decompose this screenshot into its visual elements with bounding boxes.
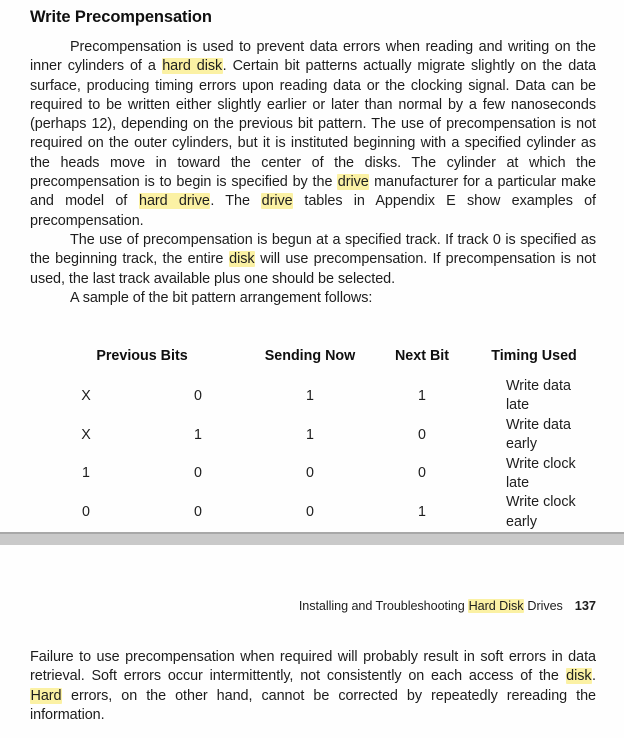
search-highlight: disk — [229, 251, 255, 268]
cell-sending-now: 1 — [306, 387, 314, 404]
page-break-separator — [0, 532, 624, 545]
cell-timing-used: Write clock early — [506, 494, 576, 530]
column-header-timing-used: Timing Used — [491, 348, 577, 364]
cell-next-bit: 0 — [418, 465, 426, 482]
cell-previous-bit-b: 1 — [194, 426, 202, 443]
search-highlight: Hard Disk — [468, 599, 524, 613]
paragraph: Failure to use precompensation when required will probably result in soft errors in data retrieval. Soft errors occur intermittently, not consistently on each access of the disk. Hard errors, on the other hand, cannot be corrected by repeatedly rereading the information. — [30, 649, 596, 723]
cell-previous-bit-b: 0 — [194, 465, 202, 482]
table-row — [30, 455, 590, 494]
cell-previous-bit-a: X — [81, 426, 91, 443]
search-highlight: hard drive — [139, 193, 210, 210]
table-row — [30, 416, 590, 455]
table-header-row — [30, 348, 590, 377]
cell-timing-used: Write data late — [506, 378, 571, 414]
cell-next-bit: 0 — [418, 426, 426, 443]
bit-pattern-table-wrapper — [0, 348, 624, 532]
paragraph: Precompensation is used to prevent data errors when reading and writing on the inner cylinders of a hard disk. Certain bit patterns actually migrate slightly on the data surface, producing timing errors upon reading data or the clocking signal. Data can be required to be written either slightly earlier or later than normal by a few nanoseconds (perhaps 12), depending on the previous bit pattern. The use of precompensation is not required on the outer cylinders, but it is instituted beginning with a specified cylinder as the heads move in toward the center of the disks. The cylinder at which the precompensation is to begin is specified by the drive manufacturer for a particular make and model of hard drive. The drive tables in Appendix E show examples of precompensation. — [30, 39, 596, 229]
cell-previous-bit-b: 0 — [194, 387, 202, 404]
cell-timing-used: Write data early — [506, 416, 571, 453]
cell-sending-now: 0 — [306, 465, 314, 482]
cell-previous-bit-a: 1 — [82, 465, 90, 482]
paragraph: A sample of the bit pattern arrangement follows: — [70, 289, 373, 306]
paragraph: The use of precompensation is begun at a specified track. If track 0 is specified as the beginning track, the entire disk will use precompensation. If precompensation is not used, the last track available plus one should be selected. — [30, 231, 597, 287]
cell-previous-bit-b: 0 — [194, 504, 202, 521]
table-row — [30, 377, 590, 416]
column-header-previous-bits: Previous Bits — [96, 348, 188, 364]
column-header-next-bit: Next Bit — [394, 348, 450, 364]
cell-sending-now: 0 — [306, 504, 314, 521]
search-highlight: Hard — [30, 687, 62, 704]
cell-next-bit: 1 — [418, 504, 426, 521]
page-number: 137 — [574, 598, 596, 613]
table-body — [30, 377, 590, 532]
search-highlight: disk — [566, 668, 592, 685]
section-heading: Write Precompensation — [30, 8, 212, 26]
table-row — [30, 493, 590, 532]
body-text-column — [30, 38, 596, 308]
search-highlight: drive — [337, 174, 369, 191]
cell-previous-bit-a: 0 — [82, 504, 90, 521]
column-header-sending-now: Sending Now — [264, 348, 356, 364]
search-highlight: drive — [261, 193, 293, 210]
running-footer — [0, 598, 596, 613]
cell-timing-used: Write clock late — [506, 455, 576, 492]
page-bottom-block — [30, 648, 596, 725]
search-highlight: hard disk — [162, 58, 223, 75]
cell-previous-bit-a: X — [81, 387, 91, 404]
cell-next-bit: 1 — [418, 387, 426, 404]
footer-title: Installing and Troubleshooting Hard Disk Drives — [298, 599, 563, 613]
bit-pattern-table — [30, 348, 590, 532]
cell-sending-now: 1 — [306, 426, 314, 443]
